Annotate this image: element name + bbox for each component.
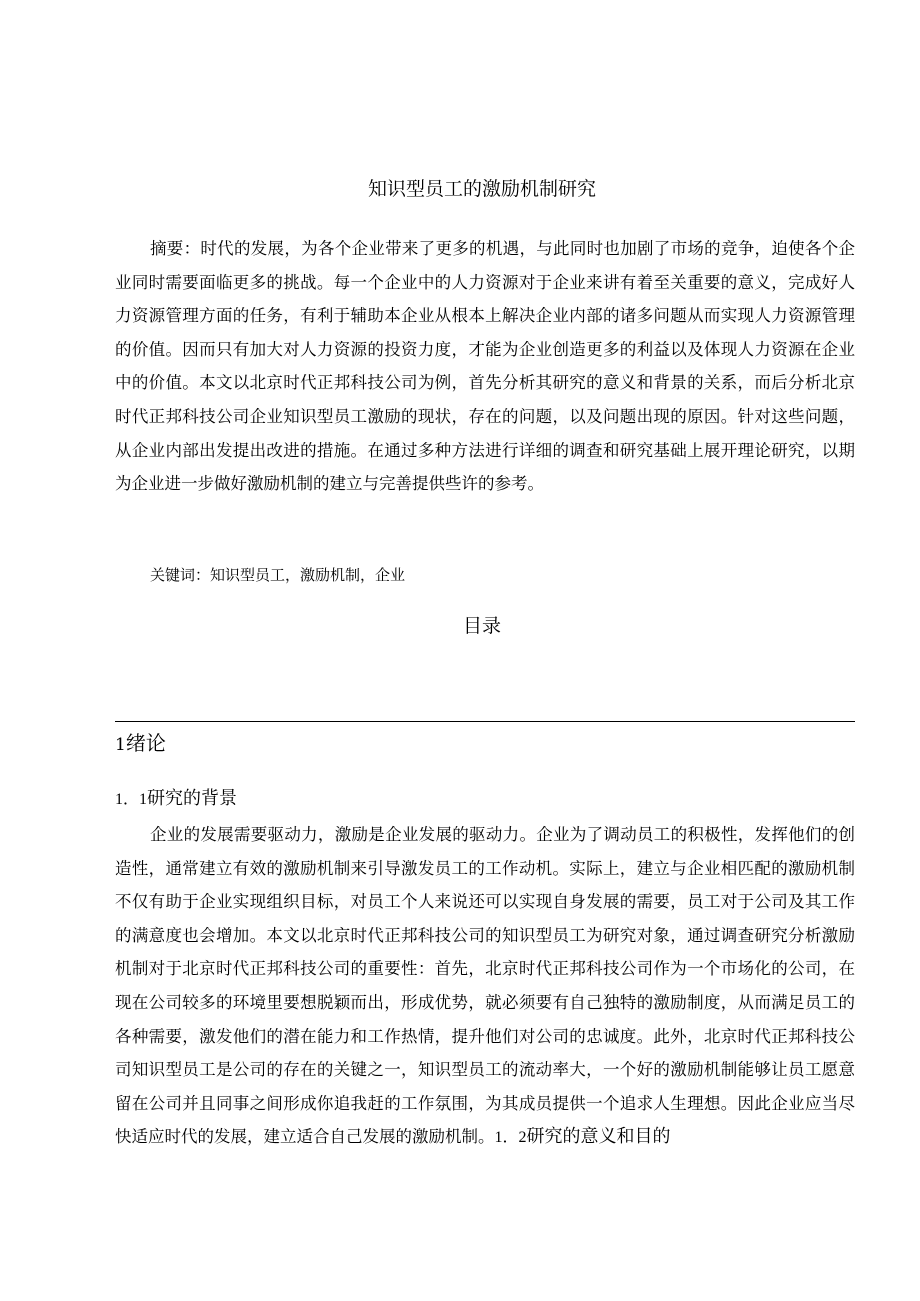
divider-line (115, 721, 855, 722)
abstract-paragraph: 摘要：时代的发展，为各个企业带来了更多的机遇，与此同时也加剧了市场的竞争，迫使各个企业同时需要面临更多的挑战。每一个企业中的人力资源对于企业来讲有着至关重要的意义，完成好人力资源管理方面的任务，有利于辅助本企业从根本上解决企业内部的诸多问题从而实现人力资源管理的价值。因而只有加大对人力资源的投资力度，才能为企业创造更多的利益以及体现人力资源在企业中的价值。本文以北京时代正邦科技公司为例，首先分析其研究的意义和背景的关系，而后分析北京时代正邦科技公司企业知识型员工激励的现状，存在的问题，以及问题出现的原因。针对这些问题，从企业内部出发提出改进的措施。在通过多种方法进行详细的调查和研究基础上展开理论研究，以期为企业进一步做好激励机制的建立与完善提供些许的参考。 (115, 239, 855, 494)
chapter-number: 1 (115, 735, 126, 755)
section-number: 1．2 (494, 1129, 527, 1147)
section-body-paragraph (115, 818, 855, 1155)
section-title: 研究的背景 (147, 788, 238, 809)
section-heading-background (115, 784, 237, 814)
section-heading-significance (495, 1127, 671, 1146)
chapter-heading (115, 728, 166, 760)
toc-title: 目录 (462, 615, 501, 637)
section-body-text: 企业的发展需要驱动力，激励是企业发展的驱动力。企业为了调动员工的积极性，发挥他们的创造性，通常建立有效的激励机制来引导激发员工的工作动机。实际上，建立与企业相匹配的激励机制不仅有助于企业实现组织目标，对员工个人来说还可以实现自身发展的需要，员工对于公司及其工作的满意度也会增加。本文以北京时代正邦科技公司的知识型员工为研究对象，通过调查研究分析激励机制对于北京时代正邦科技公司的重要性：首先，北京时代正邦科技公司作为一个市场化的公司，在现在公司较多的环境里要想脱颖而出，形成优势，就必须要有自己独特的激励制度，从而满足员工的各种需要，激发他们的潜在能力和工作热情，提升他们对公司的忠诚度。此外，北京时代正邦科技公司知识型员工是公司的存在的关键之一，知识型员工的流动率大，一个好的激励机制能够让员工愿意留在公司并且同事之间形成你追我赶的工作氛围，为其成员提供一个追求人生理想。因此企业应当尽快适应时代的发展，建立适合自己发展的激励机制。 (115, 825, 855, 1147)
section-number: 1．1 (115, 791, 148, 808)
document-title: 知识型员工的激励机制研究 (367, 178, 596, 200)
keywords-line: 关键词：知识型员工，激励机制，企业 (150, 566, 406, 584)
section-title: 研究的意义和目的 (526, 1126, 671, 1148)
chapter-title: 绪论 (125, 731, 166, 755)
